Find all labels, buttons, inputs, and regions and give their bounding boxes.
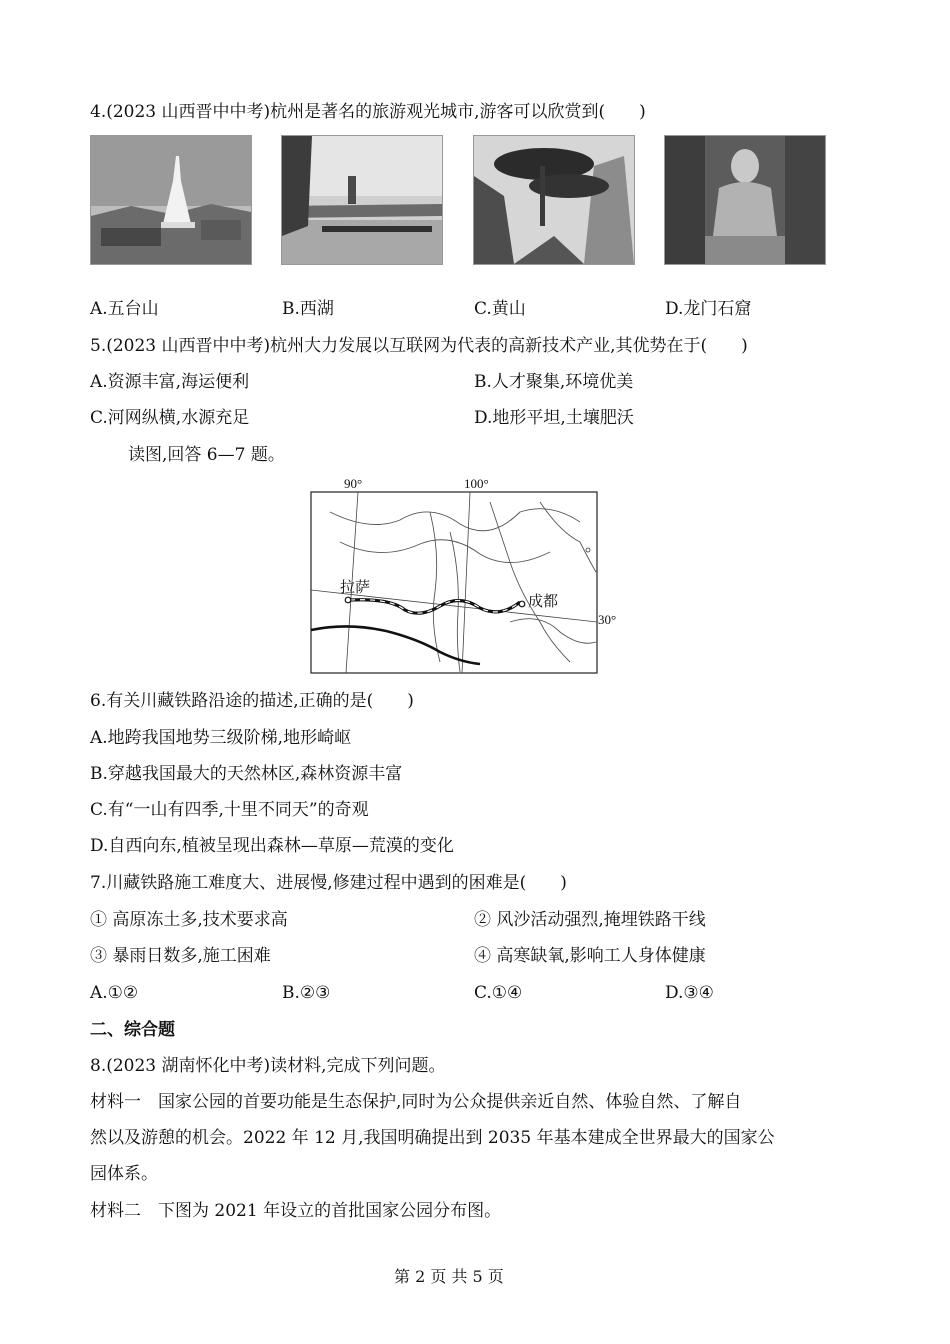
q8-material1-line2: 然以及游憩的机会。2022 年 12 月,我国明确提出到 2035 年基本建成全世界最大的国家公 [90,1128,775,1148]
q4-option-b[interactable]: B.西湖 [282,299,334,319]
q7-statement-4: ④ 高寒缺氧,影响工人身体健康 [474,946,706,966]
photo-west-lake [281,135,443,265]
q5-stem: 5.(2023 山西晋中中考)杭州大力发展以互联网为代表的高新技术产业,其优势在于( ) [90,336,748,356]
read-map-instruction: 读图,回答 6—7 题。 [128,445,285,465]
photo-huangshan-pine [473,135,635,265]
section-heading: 二、综合题 [90,1020,175,1040]
q5-option-d[interactable]: D.地形平坦,土壤肥沃 [474,408,634,428]
q7-stem: 7.川藏铁路施工难度大、进展慢,修建过程中遇到的困难是( ) [90,873,567,893]
q7-statement-2: ② 风沙活动强烈,掩埋铁路干线 [474,910,706,930]
q4-option-d[interactable]: D.龙门石窟 [665,299,752,319]
q6-option-d[interactable]: D.自西向东,植被呈现出森林—草原—荒漠的变化 [90,836,454,856]
q6-option-c[interactable]: C.有“一山有四季,十里不同天”的奇观 [90,800,369,820]
q7-option-d[interactable]: D.③④ [665,983,714,1003]
map-city-lhasa: 拉萨 [340,578,371,596]
q4-option-c[interactable]: C.黄山 [474,299,526,319]
q8-material1-line1: 材料一 国家公园的首要功能是生态保护,同时为公众提供亲近自然、体验自然、了解自 [90,1092,742,1112]
photo-wutai-pagoda [90,135,252,265]
q5-option-a[interactable]: A.资源丰富,海运便利 [90,372,250,392]
page-footer: 第 2 页 共 5 页 [394,1267,504,1286]
map-city-chengdu: 成都 [528,592,559,610]
sichuan-tibet-railway-map [310,472,630,685]
q6-option-a[interactable]: A.地跨我国地势三级阶梯,地形崎岖 [90,728,352,748]
q7-statement-1: ① 高原冻土多,技术要求高 [90,910,288,930]
map-label-90: 90° [344,476,363,491]
photo-longmen-grottoes [664,135,826,265]
q7-option-b[interactable]: B.②③ [282,983,331,1003]
q7-option-c[interactable]: C.①④ [474,983,523,1003]
q4-option-a[interactable]: A.五台山 [90,299,159,319]
map-label-100: 100° [464,476,489,491]
q8-material1-line3: 园体系。 [90,1164,158,1184]
q5-option-b[interactable]: B.人才聚集,环境优美 [474,372,634,392]
q8-material2: 材料二 下图为 2021 年设立的首批国家公园分布图。 [90,1201,502,1221]
map-label-30: 30° [598,612,617,627]
q8-stem: 8.(2023 湖南怀化中考)读材料,完成下列问题。 [90,1056,446,1076]
q4-stem: 4.(2023 山西晋中中考)杭州是著名的旅游观光城市,游客可以欣赏到( ) [90,102,646,122]
q7-option-a[interactable]: A.①② [90,983,139,1003]
q5-option-c[interactable]: C.河网纵横,水源充足 [90,408,250,428]
q7-statement-3: ③ 暴雨日数多,施工困难 [90,946,271,966]
q6-option-b[interactable]: B.穿越我国最大的天然林区,森林资源丰富 [90,764,403,784]
q6-stem: 6.有关川藏铁路沿途的描述,正确的是( ) [90,691,414,711]
